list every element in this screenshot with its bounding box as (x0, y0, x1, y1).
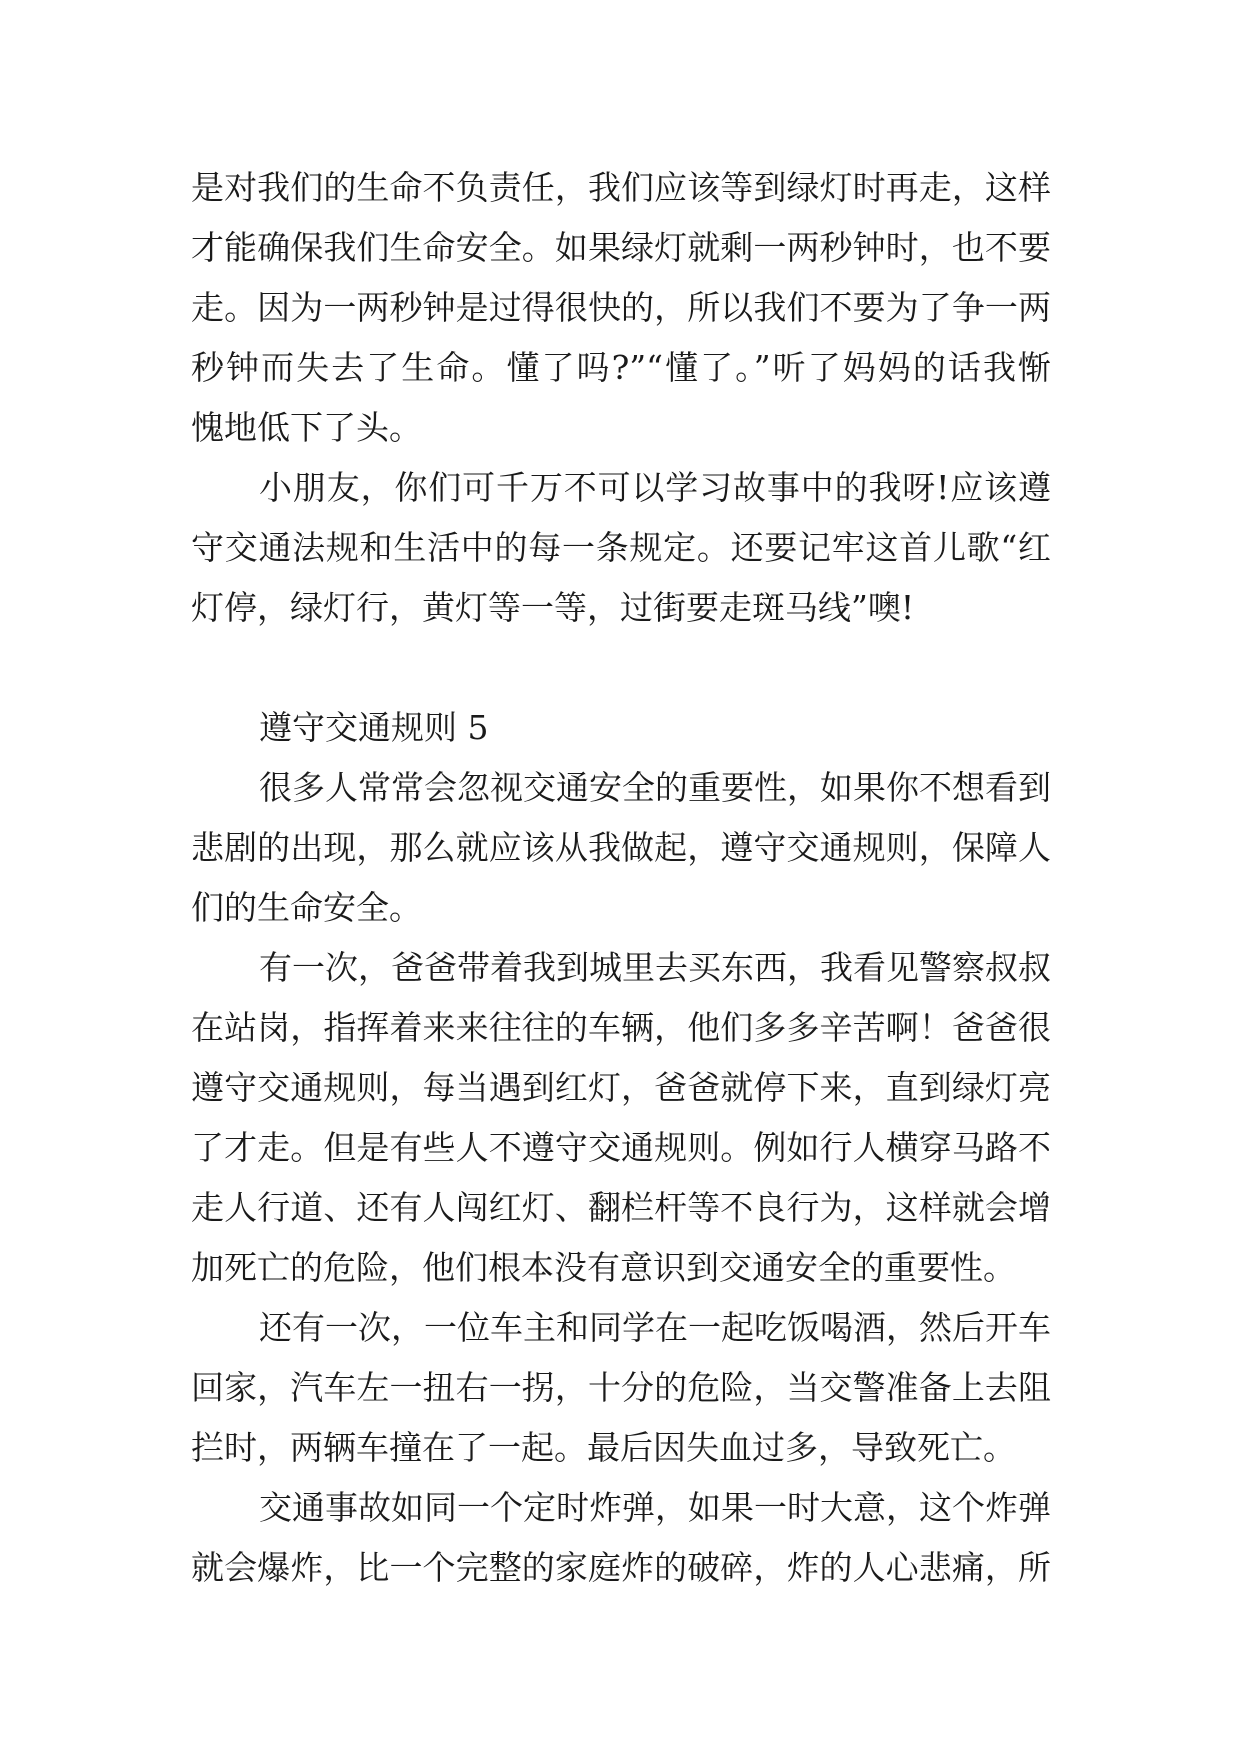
text-line: 回家，汽车左一扭右一拐，十分的危险，当交警准备上去阻 (191, 1368, 1051, 1407)
text-line: 有一次，爸爸带着我到城里去买东西，我看见警察叔叔 (259, 948, 1051, 987)
text-line: 遵守交通规则，每当遇到红灯，爸爸就停下来，直到绿灯亮 (191, 1068, 1051, 1107)
paragraph-6 (191, 1478, 1051, 1598)
text-line: 小朋友，你们可千万不可以学习故事中的我呀!应该遵 (259, 468, 1051, 507)
text-line: 还有一次，一位车主和同学在一起吃饭喝酒，然后开车 (259, 1308, 1051, 1347)
text-line: 是对我们的生命不负责任，我们应该等到绿灯时再走，这样 (191, 168, 1051, 207)
text-line: 交通事故如同一个定时炸弹，如果一时大意，这个炸弹 (259, 1488, 1051, 1527)
section-title: 遵守交通规则 5 (259, 708, 489, 747)
text-line: 就会爆炸，比一个完整的家庭炸的破碎，炸的人心悲痛，所 (191, 1548, 1051, 1587)
section-gap (191, 638, 1051, 698)
text-line: 很多人常常会忽视交通安全的重要性，如果你不想看到 (259, 768, 1051, 807)
document-page (191, 158, 1051, 1598)
paragraph-3 (191, 758, 1051, 938)
text-line: 守交通法规和生活中的每一条规定。还要记牢这首儿歌“红 (191, 528, 1051, 567)
text-line: 才能确保我们生命安全。如果绿灯就剩一两秒钟时，也不要 (191, 228, 1051, 267)
text-line: 走人行道、还有人闯红灯、翻栏杆等不良行为，这样就会增 (191, 1188, 1051, 1227)
paragraph-5 (191, 1298, 1051, 1478)
text-line: 灯停，绿灯行，黄灯等一等，过街要走斑马线”噢! (191, 588, 915, 627)
text-line: 拦时，两辆车撞在了一起。最后因失血过多，导致死亡。 (191, 1428, 1016, 1467)
text-line: 愧地低下了头。 (191, 408, 422, 447)
paragraph-4 (191, 938, 1051, 1298)
text-line: 们的生命安全。 (191, 888, 422, 927)
text-line: 悲剧的出现，那么就应该从我做起，遵守交通规则，保障人 (191, 828, 1051, 867)
text-line: 加死亡的危险，他们根本没有意识到交通安全的重要性。 (191, 1248, 1016, 1287)
paragraph-2 (191, 458, 1051, 638)
text-line: 秒钟而失去了生命。懂了吗?”“懂了。”听了妈妈的话我惭 (191, 348, 1051, 387)
text-line: 了才走。但是有些人不遵守交通规则。例如行人横穿马路不 (191, 1128, 1051, 1167)
text-line: 走。因为一两秒钟是过得很快的，所以我们不要为了争一两 (191, 288, 1051, 327)
text-line: 在站岗，指挥着来来往往的车辆，他们多多辛苦啊！爸爸很 (191, 1008, 1051, 1047)
paragraph-1 (191, 158, 1051, 458)
